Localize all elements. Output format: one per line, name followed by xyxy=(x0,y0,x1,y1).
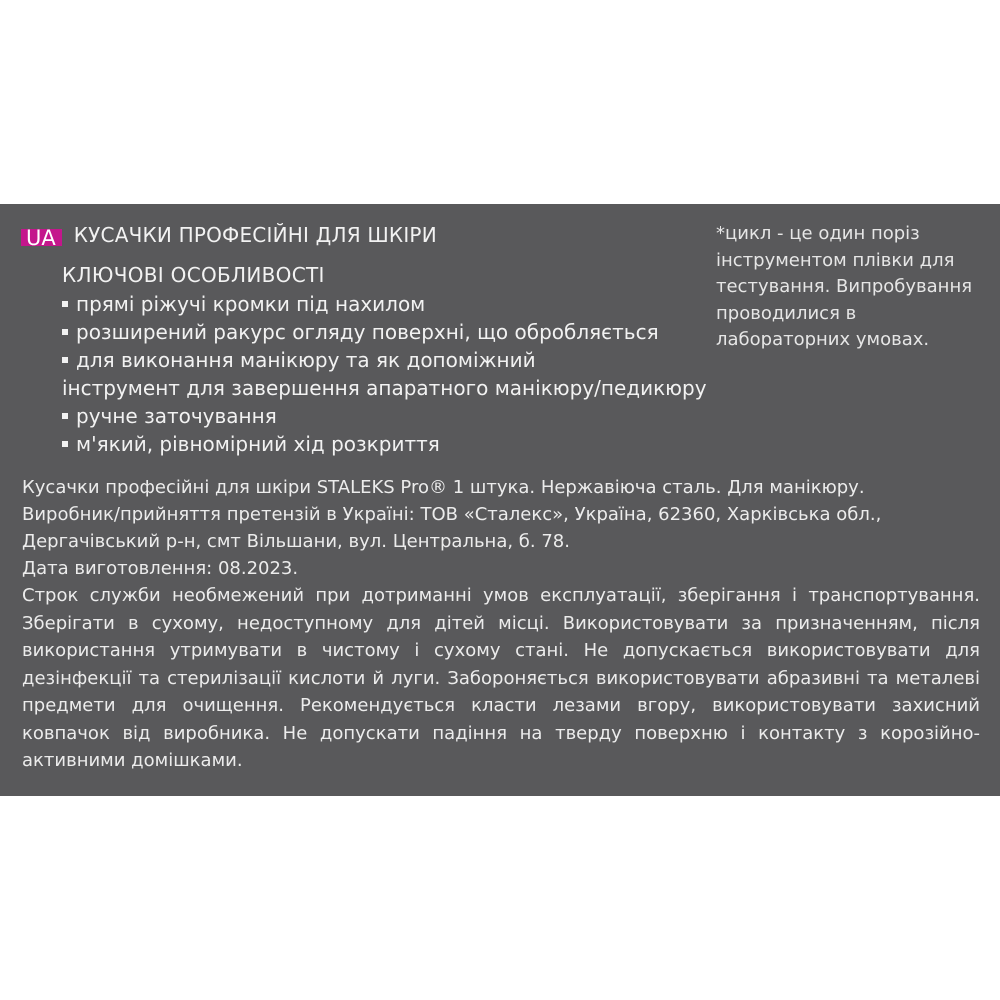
care-instructions: Строк служби необмежений при дотриманні умов експлуатації, зберігання і транспортування. Зберігати в сухому, недоступному для дітей місці. Використовувати за призначенням, після використання утримувати в чистому і сухому стані. Не допускається використовувати для дезінфекції та стерилізації кислоти й луги. Забороняється використовувати абразивні та металеві предмети для очищення. Рекомендується класти лезами вгору, використовувати захисний ковпачок від виробника. Не допускати падіння на тверду поверхню і контакту з корозійно-активними домішками. xyxy=(22,585,980,771)
manufacturer-address-line: Дергачівський р-н, смт Вільшани, вул. Центральна, б. 78. xyxy=(22,531,570,552)
feature-item xyxy=(62,346,722,402)
feature-item xyxy=(62,318,722,346)
features-heading: КЛЮЧОВІ ОСОБЛИВОСТІ xyxy=(62,263,325,287)
product-description xyxy=(22,474,980,775)
key-features-section xyxy=(62,260,722,458)
feature-list xyxy=(62,290,722,458)
cycle-footnote: *цикл - це один поріз інструментом плівки для тестування. Випробування проводилися в лабораторних умовах. xyxy=(716,223,973,350)
square-bullet-icon xyxy=(62,441,68,447)
feature-item xyxy=(62,430,722,458)
feature-text: розширений ракурс огляду поверхні, що обробляється xyxy=(76,320,659,344)
production-date: Дата виготовлення: 08.2023. xyxy=(22,558,299,579)
manufacturer-line: Виробник/прийняття претензій в Україні: ТОВ «Сталекс», Україна, 62360, Харківська обл., xyxy=(22,504,882,525)
product-label-panel xyxy=(0,204,1000,796)
language-badge: UA xyxy=(21,229,62,246)
square-bullet-icon xyxy=(62,329,68,335)
feature-text: м'який, рівномірний хід розкриття xyxy=(76,432,440,456)
product-line: Кусачки професійні для шкіри STALEKS Pro® 1 штука. Нержавіюча сталь. Для манікюру. xyxy=(22,477,865,498)
feature-item xyxy=(62,402,722,430)
feature-text: ручне заточування xyxy=(76,404,277,428)
label-header xyxy=(21,220,437,250)
square-bullet-icon xyxy=(62,357,68,363)
feature-text: для виконання манікюру та як допоміжний xyxy=(76,348,536,372)
feature-item xyxy=(62,290,722,318)
feature-text: прямі ріжучі кромки під нахилом xyxy=(76,292,426,316)
product-title: КУСАЧКИ ПРОФЕСІЙНІ ДЛЯ ШКІРИ xyxy=(73,223,437,247)
feature-text-continuation: інструмент для завершення апаратного манікюру/педикюру xyxy=(62,376,707,400)
square-bullet-icon xyxy=(62,301,68,307)
square-bullet-icon xyxy=(62,413,68,419)
